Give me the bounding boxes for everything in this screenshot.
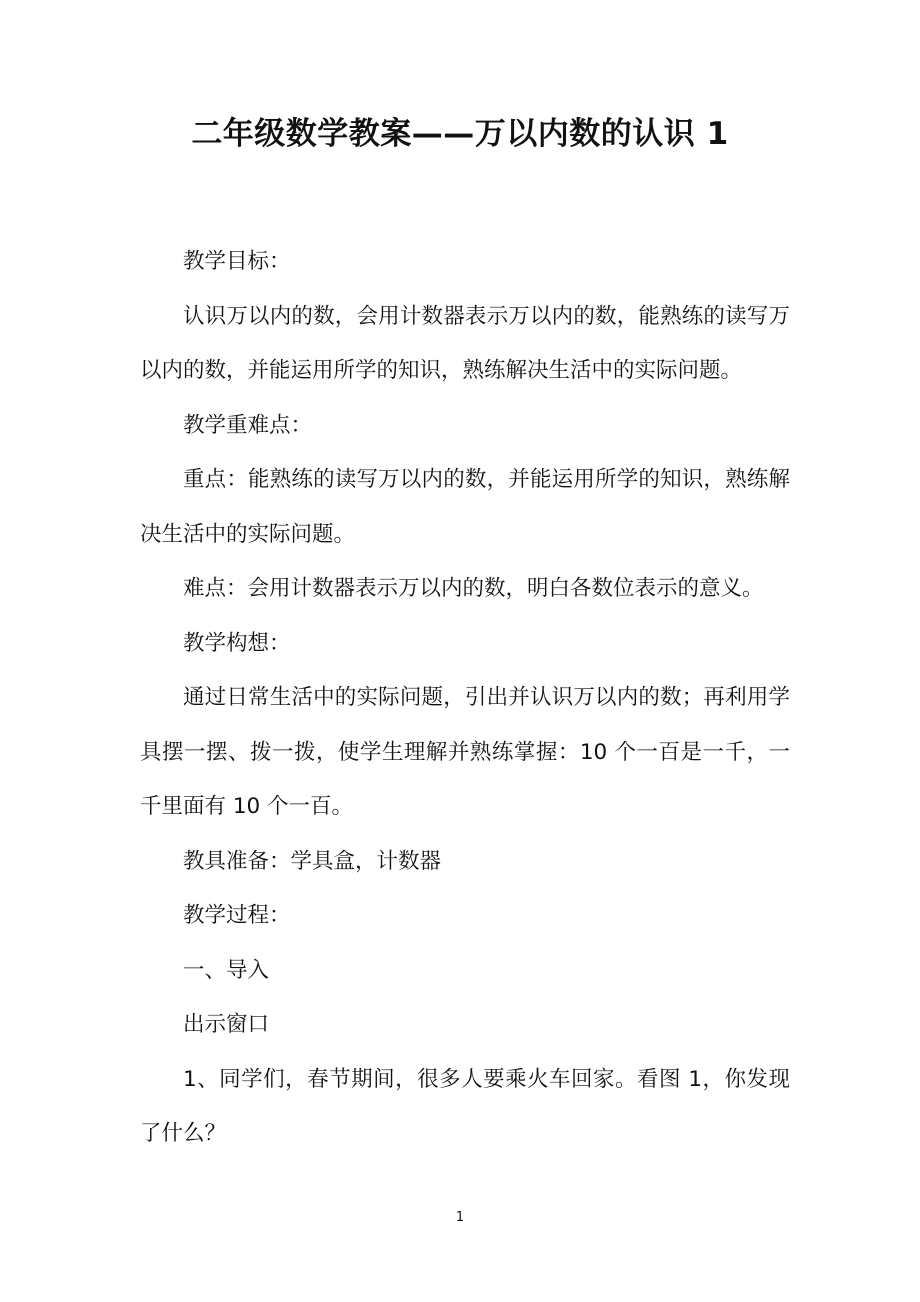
paragraph-key-point: 重点：能熟练的读写万以内的数，并能运用所学的知识，熟练解决生活中的实际问题。 [140, 467, 790, 547]
paragraph-key-points-heading: 教学重难点： [183, 412, 313, 438]
page-number: 1 [455, 1210, 465, 1225]
paragraph-teaching-idea: 通过日常生活中的实际问题，引出并认识万以内的数；再利用学具摆一摆、拨一拨，使学生理解并熟练掌握：10 个一百是一千，一千里面有 10 个一百。 [140, 685, 790, 819]
paragraph-teaching-aids: 教具准备：学具盒，计数器 [183, 848, 442, 874]
paragraph-teaching-idea-heading: 教学构想： [183, 630, 291, 656]
paragraph-section-intro: 一、导入 [183, 957, 270, 983]
paragraph-question-1: 1、同学们，春节期间，很多人要乘火车回家。看图 1，你发现了什么？ [140, 1066, 790, 1146]
paragraph-teaching-goals: 认识万以内的数，会用计数器表示万以内的数，能熟练的读写万以内的数，并能运用所学的知识，熟练解决生活中的实际问题。 [140, 303, 790, 383]
document-body [140, 235, 790, 1162]
paragraph-show-window: 出示窗口 [183, 1012, 270, 1037]
paragraph-difficult-point: 难点：会用计数器表示万以内的数，明白各数位表示的意义。 [183, 576, 764, 601]
paragraph-teaching-process-heading: 教学过程： [183, 903, 291, 928]
document-title: 二年级数学教案——万以内数的认识 1 [191, 116, 729, 152]
paragraph-teaching-goals-heading: 教学目标： [183, 249, 291, 274]
